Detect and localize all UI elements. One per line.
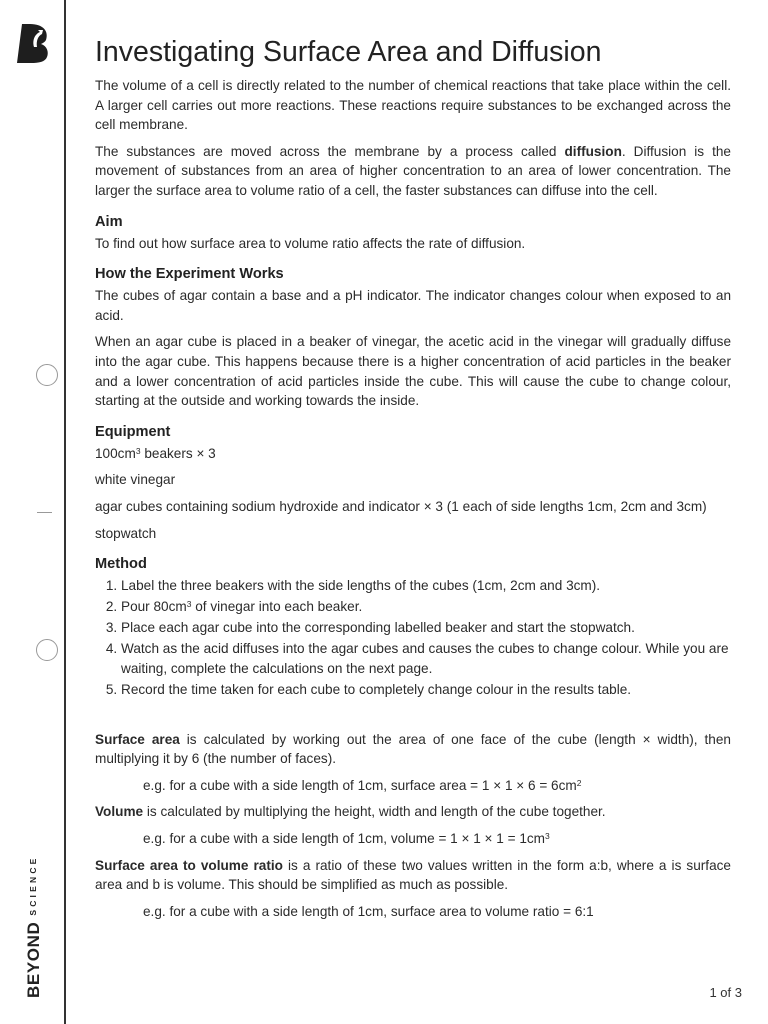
equipment-agar: agar cubes containing sodium hydroxide and indicator × 3 (1 each of side lengths 1cm, 2cm and 3cm) <box>95 498 707 514</box>
aim-heading: Aim <box>95 213 123 230</box>
diffusion-text-after: . Diffusion is the movement of substances from an area of higher concentration to an area of lower concentration. The larger the surface area to volume ratio of a cell, the faster substances can diffuse into the cell. <box>95 143 731 198</box>
volume-definition <box>95 802 731 822</box>
diffusion-term: diffusion <box>564 143 622 159</box>
experiment-heading: How the Experiment Works <box>95 266 284 283</box>
surface-area-example-sup: 2 <box>576 777 582 788</box>
ratio-example: e.g. for a cube with a side length of 1cm, surface area to volume ratio = 6:1 <box>143 903 594 919</box>
equipment-heading: Equipment <box>95 423 171 440</box>
method-step-1: 1. Label the three beakers with the side lengths of the cubes (1cm, 2cm and 3cm). <box>121 576 731 596</box>
surface-area-text: is calculated by working out the area of one face of the cube (length × width), then multiplying it by 6 (the number of faces). <box>95 731 731 767</box>
method-step-4: 4. Watch as the acid diffuses into the agar cubes and causes the cubes to change colour. While you are waiting, complete the calculations on the next page. <box>121 639 731 678</box>
volume-text: is calculated by multiplying the height, width and length of the cube together. <box>143 804 606 820</box>
beakers-sup: 3 <box>135 445 141 456</box>
step2-prefix: Pour 80cm <box>121 599 187 615</box>
method-step-5: 5. Record the time taken for each cube to completely change colour in the results table. <box>121 680 731 700</box>
brand-sub-text: SCIENCE <box>28 855 38 916</box>
punch-hole-top <box>36 364 58 386</box>
diffusion-text-before: The substances are moved across the membrane by a process called <box>95 143 565 159</box>
ratio-definition <box>95 856 731 895</box>
surface-area-example <box>143 776 731 796</box>
punch-hole-bottom <box>36 639 58 661</box>
equipment-stopwatch: stopwatch <box>95 525 157 541</box>
surface-area-example-text: e.g. for a cube with a side length of 1cm, surface area = 1 × 1 × 6 = 6cm <box>143 777 577 793</box>
aim-text: To find out how surface area to volume ratio affects the rate of diffusion. <box>95 235 526 251</box>
equipment-vinegar: white vinegar <box>95 472 176 488</box>
volume-example <box>143 829 731 849</box>
diffusion-paragraph <box>95 142 731 201</box>
equipment-beakers <box>95 444 731 464</box>
fold-mark <box>37 512 52 513</box>
method-step-3: 3. Place each agar cube into the corresponding labelled beaker and start the stopwatch. <box>121 618 731 638</box>
method-list <box>95 576 731 700</box>
intro-paragraph: The volume of a cell is directly related to the number of chemical reactions that take place within the cell. A larger cell carries out more reactions. These reactions require substances to be exchanged across the cell membrane. <box>95 78 731 133</box>
page-number: 1 of 3 <box>709 985 742 1000</box>
experiment-paragraph-2: When an agar cube is placed in a beaker of vinegar, the acetic acid in the vinegar will gradually diffuse into the agar cube. This happens because there is a higher concentration of acid particles in the beaker and a lower concentration of acid particles inside the cube. This will cause the cube to change colour, starting at the outside and working towards the inside. <box>95 334 731 409</box>
beakers-suffix: beakers × 3 <box>140 445 216 461</box>
beakers-prefix: 100cm <box>95 445 136 461</box>
volume-term: Volume <box>95 804 144 820</box>
method-heading: Method <box>95 556 147 573</box>
surface-area-definition <box>95 730 731 769</box>
surface-area-term: Surface area <box>95 731 180 747</box>
page-title: Investigating Surface Area and Diffusion <box>95 36 602 68</box>
brand-main-text: BEYOND <box>24 921 43 998</box>
ratio-text: is a ratio of these two values written in the form a:b, where a is surface area and b is volume. This should be simplified as much as possible. <box>95 857 731 893</box>
worksheet-content <box>95 34 731 928</box>
brand-vertical <box>24 855 44 998</box>
step2-sup: 3 <box>186 599 192 610</box>
beyond-logo-icon <box>16 22 50 64</box>
step2-suffix: of vinegar into each beaker. <box>191 599 363 615</box>
method-step-2 <box>121 597 731 617</box>
margin-line <box>64 0 66 1024</box>
ratio-term: Surface area to volume ratio <box>95 857 283 873</box>
experiment-paragraph-1: The cubes of agar contain a base and a pH indicator. The indicator changes colour when exposed to an acid. <box>95 288 731 323</box>
volume-example-text: e.g. for a cube with a side length of 1cm, volume = 1 × 1 × 1 = 1cm <box>143 831 545 847</box>
volume-example-sup: 3 <box>545 831 550 842</box>
